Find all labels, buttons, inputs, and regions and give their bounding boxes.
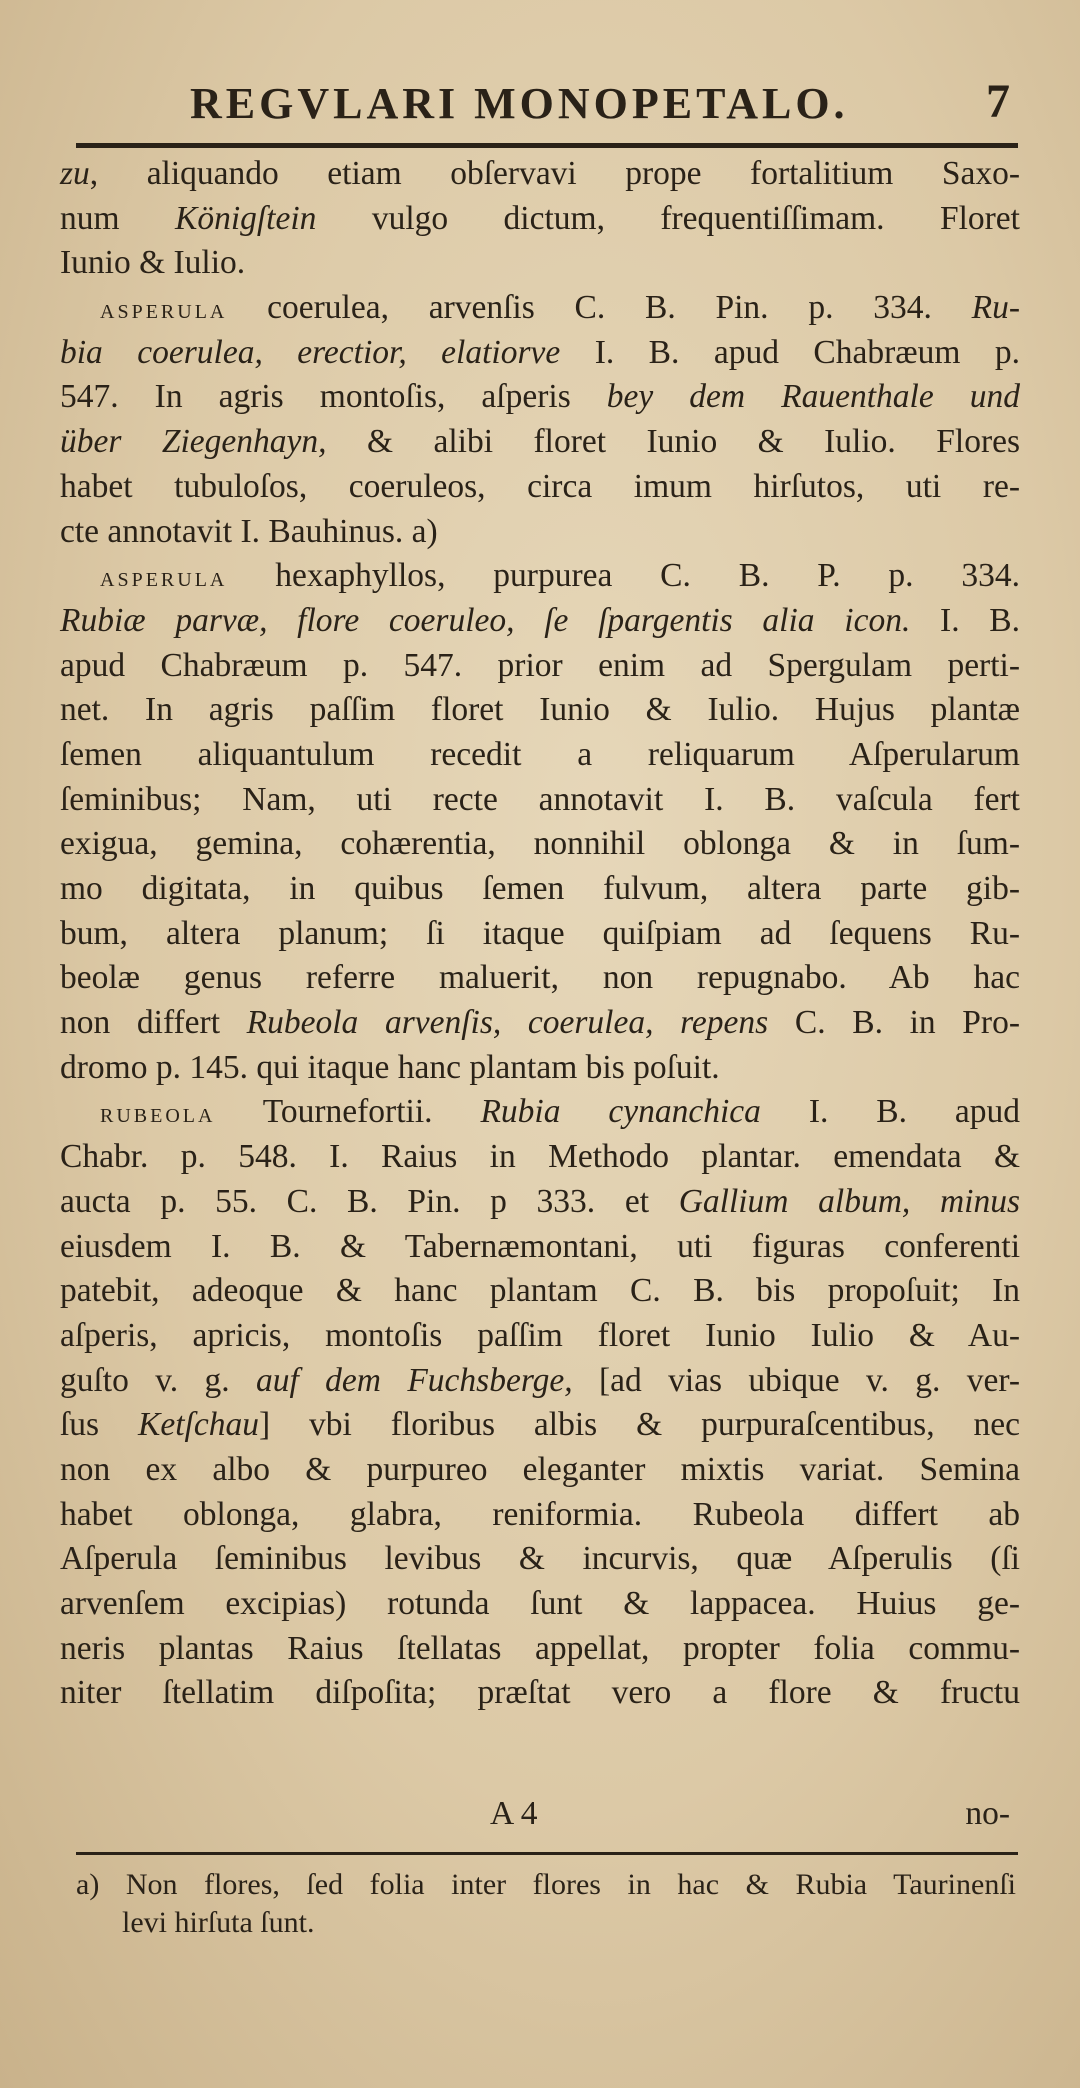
text-line	[60, 1090, 1020, 1135]
text-line	[60, 1001, 1020, 1046]
text-run: num	[60, 199, 175, 237]
text-line	[60, 1359, 1020, 1404]
text-line	[60, 1403, 1020, 1448]
page-foot-line	[60, 1795, 1020, 1839]
text-line	[60, 1180, 1020, 1225]
text-line	[60, 1046, 1020, 1091]
text-run: ſemen aliquantulum recedit a reliquarum Aſperularum	[60, 735, 1020, 773]
text-run: guſto v. g.	[60, 1361, 257, 1399]
text-line	[60, 867, 1020, 912]
running-title: REGVLARI MONOPETALO.	[190, 79, 849, 128]
text-run: apud Chabræum p. 547. prior enim ad Spergulam perti-	[60, 646, 1020, 684]
text-run: non ex albo & purpureo eleganter mixtis variat. Semina	[60, 1450, 1020, 1488]
italic-text: Rubeola arvenſis, coerulea, repens	[246, 1004, 769, 1042]
text-line	[60, 465, 1020, 510]
text-run: niter ſtellatim diſpoſita; præſtat vero a flore & fructu	[60, 1674, 1020, 1712]
italic-text: Rubia cynanchica	[480, 1093, 761, 1131]
text-run: bum, altera planum; ſi itaque quiſpiam ad ſequens Ru-	[60, 914, 1020, 952]
text-line	[60, 375, 1020, 420]
text-line	[60, 1537, 1020, 1582]
signature-mark: A 4	[490, 1795, 538, 1832]
text-line	[60, 599, 1020, 644]
text-run: 547. In agris montoſis, aſperis	[60, 378, 607, 416]
text-run: I. B. apud	[760, 1093, 1021, 1131]
text-run: beolæ genus referre maluerit, non repugnabo. Ab hac	[60, 959, 1020, 997]
text-run: ſeminibus; Nam, uti recte annotavit I. B. vaſcula fert	[60, 780, 1020, 818]
text-run: habet tubuloſos, coeruleos, circa imum hirſutos, uti re-	[60, 467, 1020, 505]
small-caps-text: rubeola	[100, 1098, 216, 1130]
catchword: no-	[965, 1795, 1010, 1832]
text-run: coerulea, arvenſis C. B. Pin. p. 334.	[227, 289, 972, 327]
text-line	[60, 1225, 1020, 1270]
text-line	[60, 510, 1020, 555]
text-line	[60, 1627, 1020, 1672]
text-run: & alibi floret Iunio & Iulio. Flores	[326, 423, 1020, 461]
text-run: ſus	[60, 1406, 139, 1444]
italic-text: Ketſchau	[138, 1406, 259, 1444]
text-run: Iunio & Iulio.	[60, 244, 246, 282]
text-run: habet oblonga, glabra, reniformia. Rubeola differt ab	[60, 1495, 1020, 1533]
text-line	[60, 956, 1020, 1001]
text-run: I. B. apud Chabræum p.	[560, 333, 1020, 371]
text-line	[60, 733, 1020, 778]
text-line	[60, 1314, 1020, 1359]
text-line	[60, 286, 1020, 331]
italic-text: Ru-	[971, 289, 1020, 327]
italic-text: über Ziegenhayn,	[60, 423, 327, 461]
text-line	[60, 241, 1020, 286]
text-run: mo digitata, in quibus ſemen fulvum, altera parte gib-	[60, 870, 1020, 907]
header-rule	[76, 143, 1018, 148]
text-run: patebit, adeoque & hanc plantam C. B. bis propoſuit; In	[60, 1272, 1020, 1310]
text-run: eiusdem I. B. & Tabernæmontani, uti figuras conferenti	[60, 1227, 1020, 1265]
text-run: aucta p. 55. C. B. Pin. p 333. et	[60, 1182, 679, 1220]
text-line	[60, 644, 1020, 689]
text-run: ] vbi floribus albis & purpuraſcentibus, nec	[258, 1406, 1020, 1444]
book-page	[60, 0, 1020, 2088]
text-line	[60, 1671, 1020, 1716]
italic-text: zu	[60, 155, 90, 192]
italic-text: auf dem Fuchsberge,	[256, 1361, 573, 1399]
text-run: hexaphyllos, purpurea C. B. P. p. 334.	[227, 557, 1020, 595]
small-caps-text: asperula	[100, 562, 228, 594]
body-text	[60, 152, 1020, 1716]
text-run: dromo p. 145. qui itaque hanc plantam bis poſuit.	[60, 1048, 720, 1086]
text-run: Chabr. p. 548. I. Raius in Methodo plantar. emendata &	[60, 1138, 1020, 1176]
footnote	[76, 1866, 1016, 1942]
italic-text: Rubiæ parvæ, flore coeruleo, ſe ſpargentis alia icon.	[60, 601, 911, 639]
text-run: aſperis, apricis, montoſis paſſim floret Iunio Iulio & Au-	[60, 1316, 1020, 1354]
text-line	[60, 1582, 1020, 1627]
page-header	[60, 70, 1020, 130]
text-line	[60, 912, 1020, 957]
text-run: Aſperula ſeminibus levibus & incurvis, quæ Aſperulis (ſi	[60, 1540, 1020, 1578]
text-line	[60, 1493, 1020, 1538]
italic-text: Gallium album, minus	[678, 1182, 1020, 1220]
footnote-line: a) Non flores, ſed folia inter flores in hac & Rubia Taurinenſi	[76, 1868, 1016, 1901]
page-number: 7	[986, 75, 1010, 128]
text-line	[60, 152, 1020, 197]
italic-text: bia coerulea, erectior, elatiorve	[60, 333, 561, 371]
text-line	[60, 1135, 1020, 1180]
italic-text: bey dem Rauenthale und	[606, 378, 1020, 416]
text-run: I. B.	[910, 601, 1021, 639]
text-run: net. In agris paſſim floret Iunio & Iulio. Hujus plantæ	[60, 691, 1020, 729]
text-run: C. B. in Pro-	[768, 1004, 1020, 1042]
small-caps-text: asperula	[100, 294, 228, 326]
footnote-rule	[76, 1852, 1018, 1855]
text-run: , aliquando etiam obſervavi prope fortalitium Saxo-	[89, 155, 1020, 192]
text-line	[60, 778, 1020, 823]
text-line	[60, 554, 1020, 599]
text-line	[60, 197, 1020, 242]
text-run: exigua, gemina, cohærentia, nonnihil oblonga & in ſum-	[60, 825, 1020, 863]
text-run: arvenſem excipias) rotunda ſunt & lappacea. Huius ge-	[60, 1585, 1020, 1622]
text-line	[60, 1269, 1020, 1314]
footnote-line: levi hirſuta ſunt.	[122, 1906, 315, 1939]
text-run: vulgo dictum, frequentiſſimam. Floret	[316, 199, 1020, 237]
text-line	[60, 331, 1020, 376]
text-line	[60, 420, 1020, 465]
text-line	[60, 688, 1020, 733]
text-run: Tournefortii.	[215, 1093, 481, 1131]
text-line	[60, 822, 1020, 867]
text-line	[60, 1448, 1020, 1493]
text-run: [ad vias ubique v. g. ver-	[572, 1361, 1020, 1399]
text-run: cte annotavit I. Bauhinus. a)	[60, 512, 438, 550]
text-run: non differt	[60, 1004, 247, 1042]
text-run: neris plantas Raius ſtellatas appellat, propter folia commu-	[60, 1629, 1020, 1667]
italic-text: Königſtein	[174, 199, 317, 237]
